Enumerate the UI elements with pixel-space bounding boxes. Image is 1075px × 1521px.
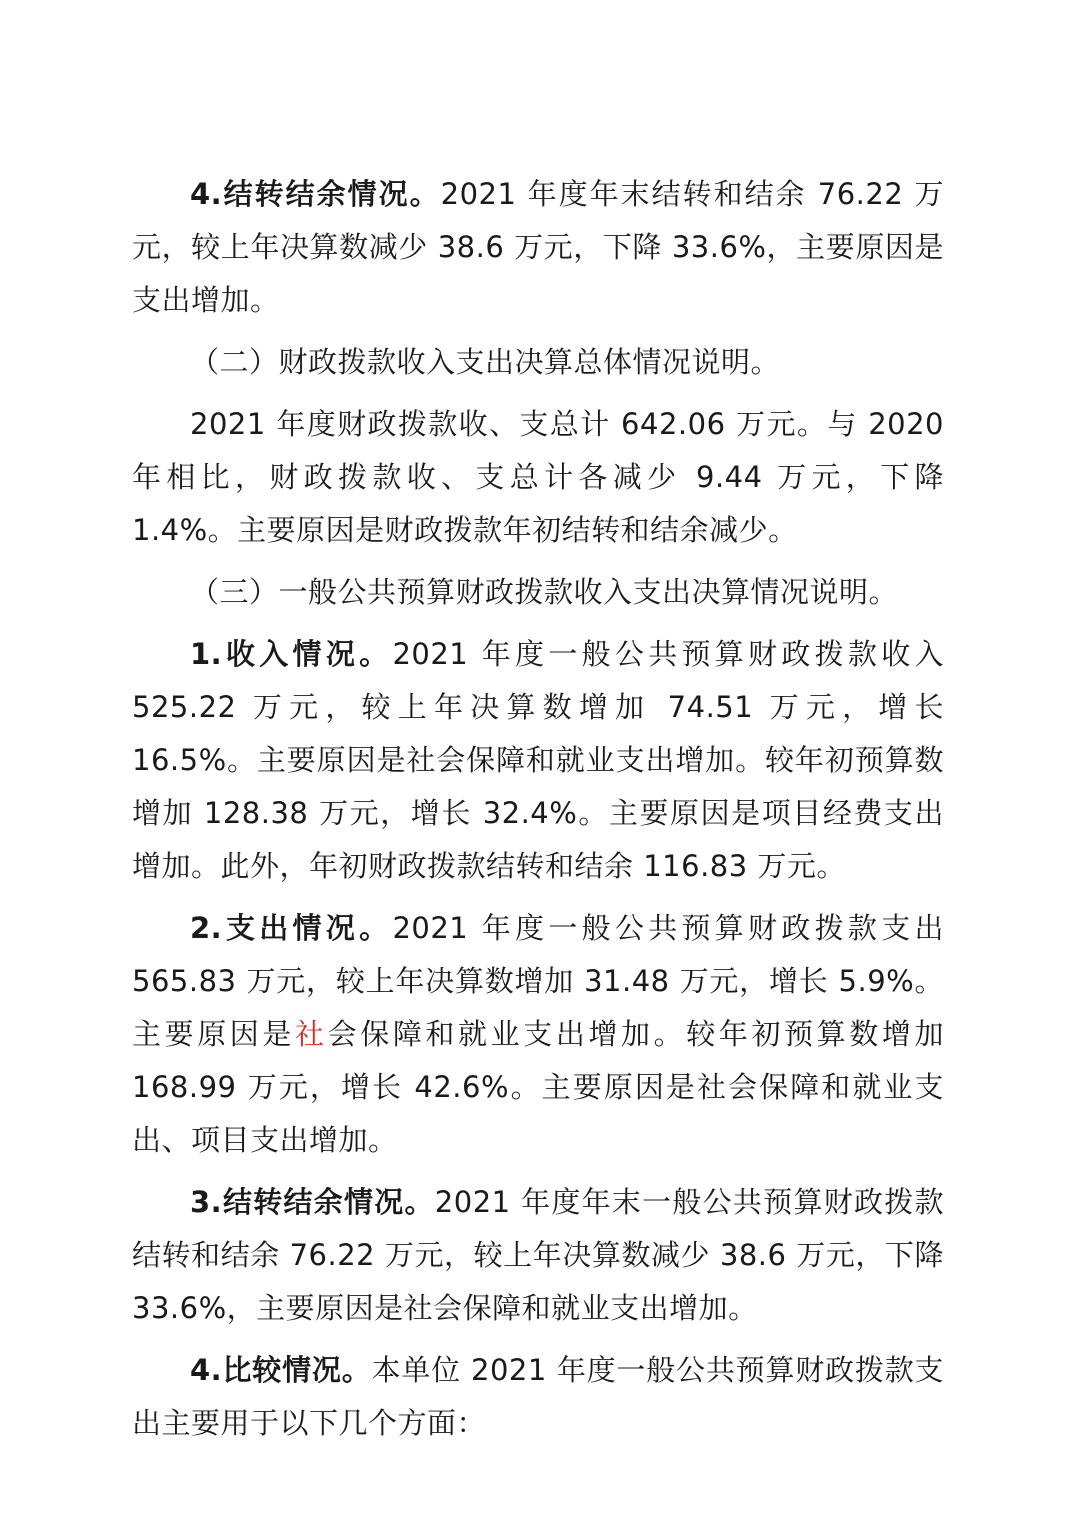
paragraph-text: 2021 年度年末结转和结余 76.22 万元，较上年决算数减少 38.6 万元，下降 33.6%，主要原因是支出增加。: [132, 177, 944, 317]
paragraph-text: 2021 年度财政拨款收、支总计 642.06 万元。与 2020 年相比，财政拨款收、支总计各减少 9.44 万元，下降 1.4%。主要原因是财政拨款年初结转和结余减少。: [132, 407, 944, 547]
paragraph-text: 本单位 2021 年度一般公共预算财政拨款支出主要用于以下几个方面：: [132, 1353, 944, 1440]
section-title: （二）财政拨款收入支出决算总体情况说明。: [190, 345, 781, 379]
highlighted-text: 社: [295, 1017, 328, 1051]
paragraph-general-carryover: [132, 1176, 944, 1335]
paragraph-expenditure: [132, 902, 944, 1167]
section-heading: 2.支出情况。: [190, 911, 393, 945]
paragraph-income: [132, 628, 944, 893]
section-heading: 4.比较情况。: [190, 1353, 372, 1387]
section-heading-fiscal-overview: [132, 336, 944, 389]
paragraph-text-continued: 会保障和就业支出增加。较年初预算数增加 168.99 万元，增长 42.6%。主要原因是社会保障和就业支出、项目支出增加。: [132, 1017, 944, 1157]
paragraph-carryover-balance: [132, 168, 944, 327]
section-heading: 1.收入情况。: [190, 637, 393, 671]
section-heading: 3.结转结余情况。: [190, 1185, 435, 1219]
paragraph-text: 2021 年度年末一般公共预算财政拨款结转和结余 76.22 万元，较上年决算数减少 38.6 万元，下降 33.6%，主要原因是社会保障和就业支出增加。: [132, 1185, 944, 1325]
section-title: （三）一般公共预算财政拨款收入支出决算情况说明。: [190, 575, 899, 609]
paragraph-fiscal-overview: [132, 398, 944, 557]
section-heading: 4.结转结余情况。: [190, 177, 441, 211]
paragraph-text: 2021 年度一般公共预算财政拨款支出 565.83 万元，较上年决算数增加 31.48 万元，增长 5.9%。主要原因是: [132, 911, 944, 1051]
document-page: [132, 168, 944, 1450]
section-heading-general-budget: [132, 566, 944, 619]
paragraph-text: 2021 年度一般公共预算财政拨款收入 525.22 万元，较上年决算数增加 74.51 万元，增长 16.5%。主要原因是社会保障和就业支出增加。较年初预算数增加 128.38 万元，增长 32.4%。主要原因是项目经费支出增加。此外，年初财政拨款结转和结余 116.83 万元。: [132, 637, 944, 883]
paragraph-comparison: [132, 1344, 944, 1450]
